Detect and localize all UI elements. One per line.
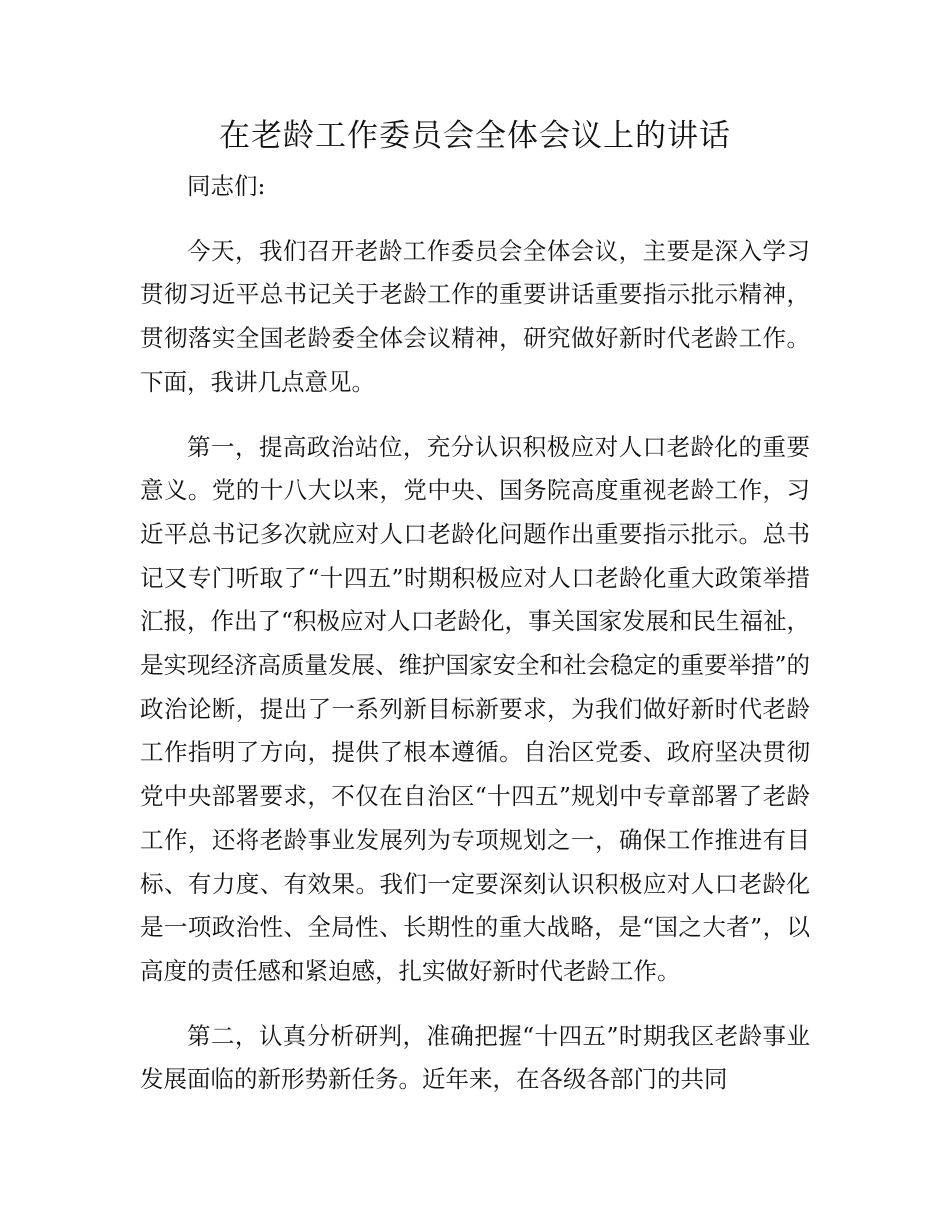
paragraph-second-point: 第二，认真分析研判，准确把握“十四五”时期我区老龄事业发展面临的新形势新任务。近年来，在各级各部门的共同 xyxy=(140,1021,810,1094)
document-title: 在老龄工作委员会全体会议上的讲话 xyxy=(219,118,731,154)
paragraph-intro: 今天，我们召开老龄工作委员会全体会议，主要是深入学习贯彻习近平总书记关于老龄工作的重要讲话重要指示批示精神，贯彻落实全国老龄委全体会议精神，研究做好新时代老龄工作。下面，我讲几点意见。 xyxy=(140,236,810,396)
paragraph-first-point: 第一，提高政治站位，充分认识积极应对人口老龄化的重要意义。党的十八大以来，党中央、国务院高度重视老龄工作，习近平总书记多次就应对人口老龄化问题作出重要指示批示。总书记又专门听取了“十四五”时期积极应对人口老龄化重大政策举措汇报，作出了“积极应对人口老龄化，事关国家发展和民生福祉，是实现经济高质量发展、维护国家安全和社会稳定的重要举措”的政治论断，提出了一系列新目标新要求，为我们做好新时代老龄工作指明了方向，提供了根本遵循。自治区党委、政府坚决贯彻党中央部署要求，不仅在自治区“十四五”规划中专章部署了老龄工作，还将老龄事业发展列为专项规划之一，确保工作推进有目标、有力度、有效果。我们一定要深刻认识积极应对人口老龄化是一项政治性、全局性、长期性的重大战略，是“国之大者”，以高度的责任感和紧迫感，扎实做好新时代老龄工作。 xyxy=(140,432,811,985)
document-body xyxy=(140,165,810,1102)
salutation: 同志们: xyxy=(187,172,266,200)
